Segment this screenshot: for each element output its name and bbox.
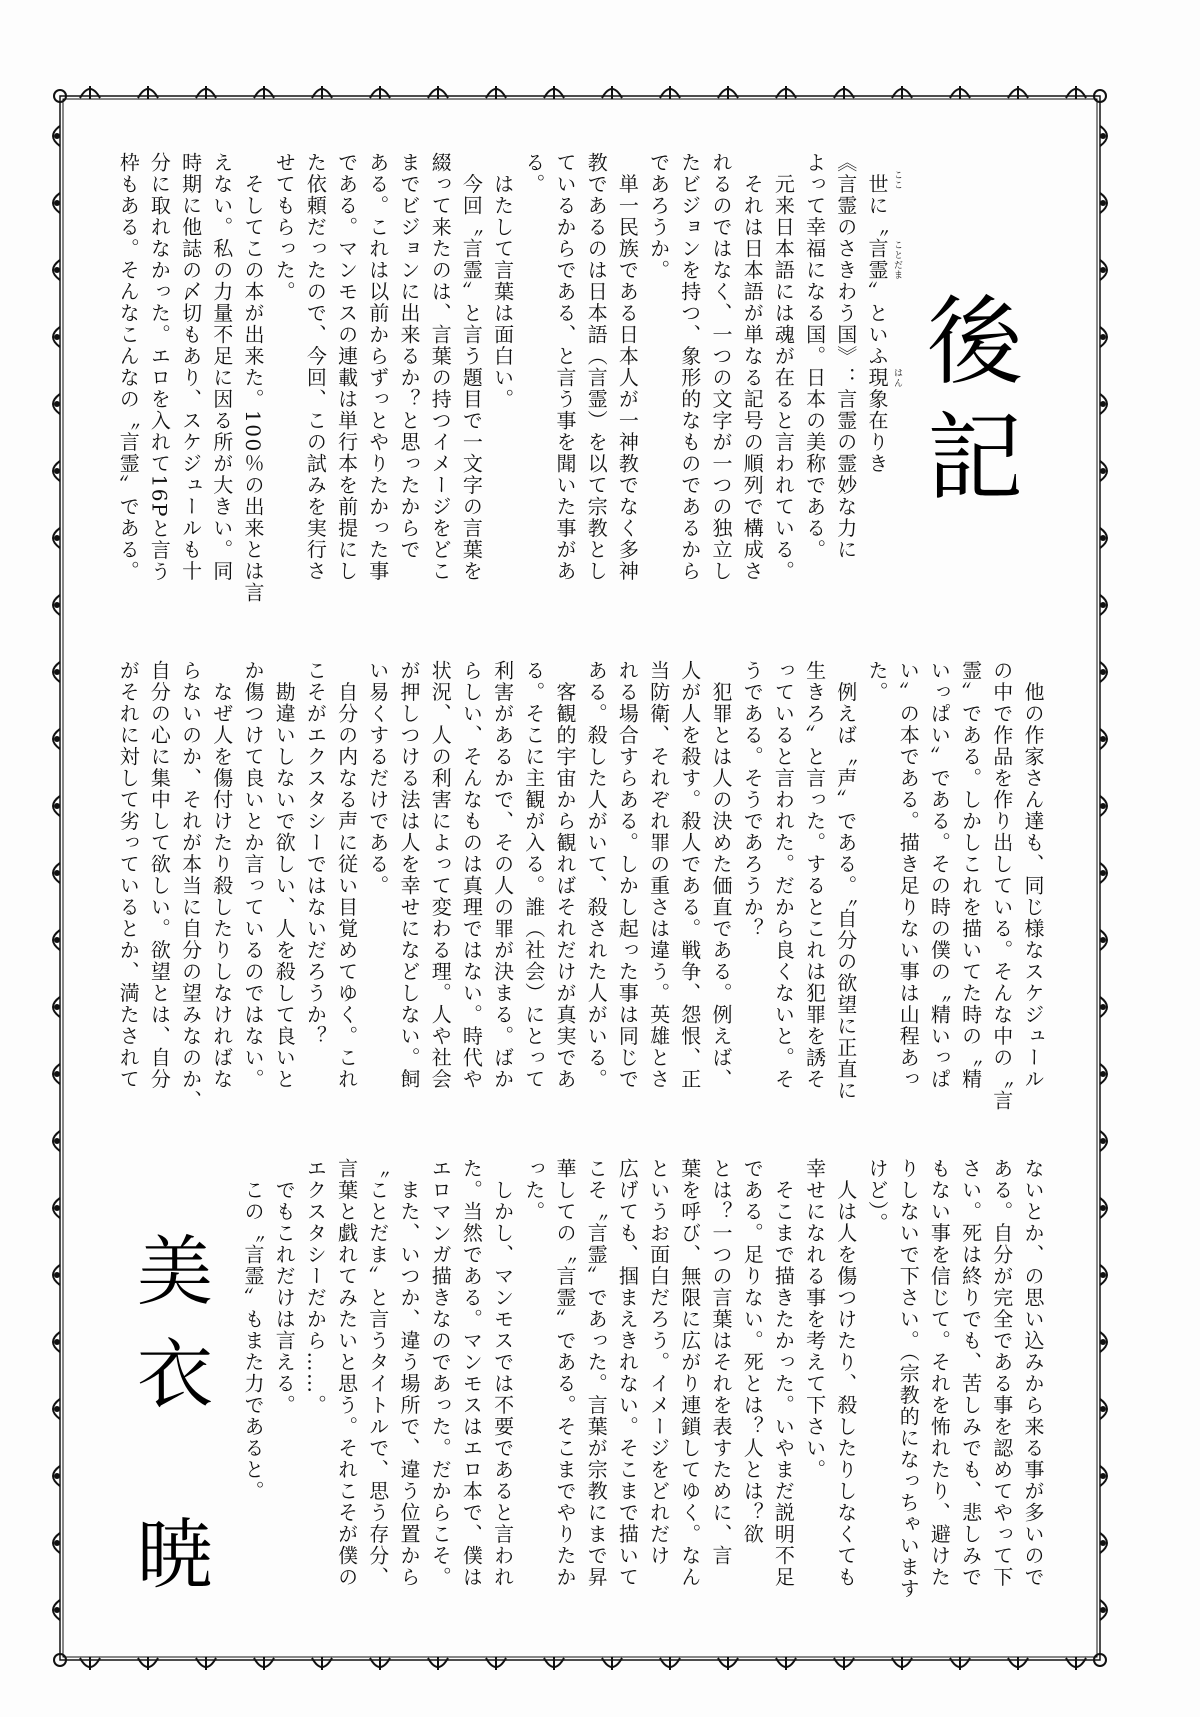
text-column: そしてこの本が出来た。100％の出来とは言 (241, 152, 265, 604)
text-column: 教であるのは日本語（言霊）を以て宗教とし (584, 152, 609, 582)
text-column: ある。殺した人がいて、殺された人がいる。 (584, 660, 609, 1090)
furigana: ことだま (892, 240, 902, 280)
text-column: けど）。 (865, 1158, 889, 1234)
text-column: 時期に他誌の〆切もあり、スケジュールも十 (178, 152, 203, 582)
text-column: とは？一つの言葉はそれを表すために、言 (709, 1158, 733, 1567)
text-column: こそがエクスタシーではないだろうか？ (303, 660, 328, 1047)
text-column: い〟の本である。描き足りない事は山程あっ (896, 660, 921, 1090)
text-column: 客観的宇宙から観ればそれだけが真実であ (553, 660, 577, 1090)
text-column: が押しつける法は人を幸せになどしない。飼 (397, 660, 421, 1090)
text-column: せてもらった。 (272, 152, 297, 303)
text-column: さい。死は終りでも、苦しみでも、悲しみで (958, 1158, 983, 1588)
text-column: 単一民族である日本人が一神教でなく多神 (615, 152, 640, 582)
text-column: 幸せになれる事を考えて下さい。 (802, 1158, 827, 1481)
text-column: ある。自分が完全である事を認めてやって下 (989, 1158, 1014, 1588)
text-column: 人が人を殺す。殺人である。戦争、怨恨、正 (677, 660, 702, 1090)
text-column: エクスタシーだから……。 (303, 1158, 328, 1416)
text-column: 利害があるかで、その人の罪が決まる。ばか (490, 660, 515, 1090)
text-column: この〝言霊〟もまた力であると。 (241, 1158, 265, 1502)
text-column: た。当然である。マンモスはエロ本で、僕は (459, 1158, 484, 1588)
text-column: である。足りない。死とは？人とは？欲 (740, 1158, 765, 1545)
text-column: こそ〝言霊〟であった。言葉が宗教にまで昇 (584, 1158, 609, 1588)
text-column: えない。私の力量不足に因る所が大きい。同 (209, 152, 234, 582)
title-char-2: 記 (927, 402, 1023, 514)
text-column: 広げても、掴まえきれない。そこまで描いて (615, 1158, 640, 1588)
text-column: ないとか、の思い込みから来る事が多いので (1021, 1158, 1045, 1588)
text-column: なぜ人を傷付けたり殺したりしなければな (209, 660, 234, 1090)
text-column: もない事を信じて。それを怖れたり、避けた (927, 1158, 952, 1588)
signature-char-1: 美 (137, 1227, 213, 1316)
text-column: った。 (521, 1158, 546, 1223)
text-column: それは日本語が単なる記号の順列で構成さ (740, 152, 765, 582)
text-column: っていると言われた。だから良くないと。そ (771, 660, 796, 1090)
text-column: た依頼だったので、今回、この試みを実行さ (303, 152, 328, 582)
text-column: 生きろ〟と言った。するとこれは犯罪を誘そ (802, 660, 827, 1090)
signature-char-3: 暁 (137, 1510, 213, 1599)
text-column: 自分の内なる声に従い目覚めてゆく。これ (334, 660, 359, 1090)
text-column: らないのか、それが本当に自分の望みなのか、 (178, 660, 203, 1112)
text-column: 華しての〝言霊〟である。そこまでやりたか (553, 1158, 577, 1588)
text-column: れるのではなく、一つの文字が一つの独立し (709, 152, 733, 582)
text-column: 例えば〝声〟である。〝自分の欲望に正直に (833, 660, 858, 1102)
text-column: 人は人を傷つけたり、殺したりしなくても (833, 1158, 858, 1588)
text-column: い易くするだけである。 (365, 660, 390, 897)
text-column: 勘違いしないで欲しい、人を殺して良いと (272, 660, 297, 1090)
text-column: いっぱい〟である。その時の僕の〝精いっぱ (927, 660, 952, 1090)
text-column: でもこれだけは言える。 (272, 1158, 297, 1416)
text-column: である。マンモスの連載は単行本を前提にし (334, 152, 359, 582)
text-column: 分に取れなかった。エロを入れて16Pと言う (147, 152, 172, 583)
text-column: ある。これは以前からずっとやりたかった事 (365, 152, 390, 582)
text-column: 状況、人の利害によって変わる理。人や社会 (428, 660, 453, 1090)
text-column: 枠もある。そんなこんなの〝言霊〟である。 (116, 152, 141, 582)
text-column: 今回〝言霊〟と言う題目で一文字の言葉を (459, 152, 484, 582)
text-column: 言葉と戯れてみたいと思う。それこそが僕の (334, 1158, 359, 1588)
text-column: りしないで下さい。（宗教的になっちゃいます (896, 1158, 921, 1600)
text-column: というお面白だろう。イメージをどれだけ (646, 1158, 671, 1567)
text-column: れる場合すらある。しかし起った事は同じで (615, 660, 640, 1090)
text-column: 綴って来たのは、言葉の持つイメージをどこ (428, 152, 453, 582)
text-column: 世に〝言霊〟といふ現象在りき (865, 152, 889, 475)
text-column: 《言霊のさきわう国》：言霊の霊妙な力に (833, 152, 858, 561)
furigana: ここ (892, 170, 902, 190)
text-column: はたして言葉は面白い。 (490, 152, 515, 410)
text-column: までビジョンに出来るか？と思ったからで (397, 152, 421, 561)
text-column: 当防衛、それぞれ罪の重さは違う。英雄とさ (646, 660, 671, 1090)
text-column: しかし、マンモスでは不要であると言われ (490, 1158, 515, 1588)
furigana: はん (892, 368, 902, 388)
text-column: ているからである、と言う事を聞いた事があ (553, 152, 577, 582)
text-column: エロマンガ描きなのであった。だからこそ。 (428, 1158, 453, 1588)
text-column: そこまで描きたかった。いやまだ説明不足 (771, 1158, 796, 1588)
text-column: か傷つけて良いとか言っているのではない。 (241, 660, 265, 1090)
text-column: がそれに対して劣っているとか、満たされて (116, 660, 141, 1090)
text-column: 自分の心に集中して欲しい。欲望とは、自分 (147, 660, 172, 1090)
text-column: る。 (521, 152, 546, 195)
text-column: 霊〟である。しかしこれを描いてた時の〝精 (958, 660, 983, 1090)
text-column: た。 (865, 660, 889, 703)
text-column: 他の作家さん達も、同じ様なスケジュール (1021, 660, 1045, 1090)
text-column: また、いつか、違う場所で、違う位置から (397, 1158, 421, 1588)
text-column: る。そこに主観が入る。誰（社会）にとって (521, 660, 546, 1090)
text-column: 元来日本語には魂が在ると言われている。 (771, 152, 796, 582)
text-column: 犯罪とは人の決めた価直である。例えば、 (709, 660, 733, 1090)
text-column: 葉を呼び、無限に広がり連鎖してゆく。なん (677, 1158, 702, 1588)
title-char-1: 後 (927, 286, 1023, 398)
text-column: 〝ことだま〟と言うタイトルで、思う存分、 (365, 1158, 390, 1588)
text-column: の中で作品を作り出している。そんな中の〝言 (989, 660, 1014, 1112)
text-column: うである。そうであろうか？ (740, 660, 765, 940)
text-column: よって幸福になる国。日本の美称である。 (802, 152, 827, 561)
signature-char-2: 衣 (137, 1330, 213, 1419)
text-column: であろうか。 (646, 152, 671, 281)
text-column: たビジョンを持つ、象形的なものであるから (677, 152, 702, 582)
text-column: らしい、そんなものは真理ではない。時代や (459, 660, 484, 1090)
